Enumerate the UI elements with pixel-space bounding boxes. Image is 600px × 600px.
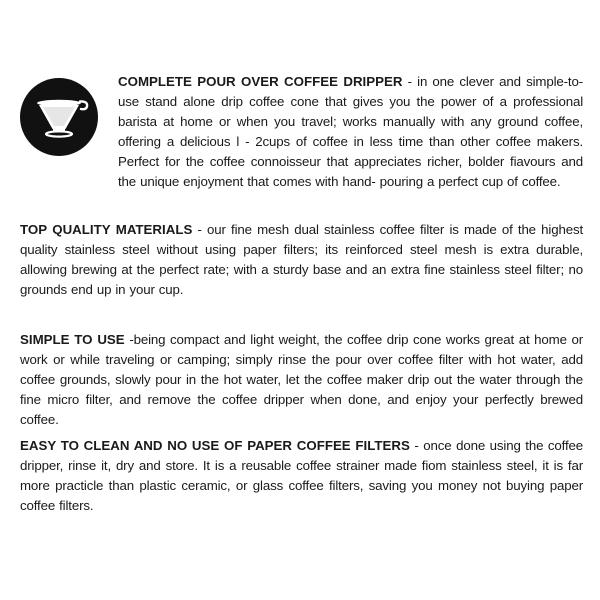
pour-over-dripper-icon <box>20 78 98 156</box>
section-simple-to-use <box>20 330 583 430</box>
section-body: - in one clever and simple-to-use stand alone drip coffee cone that gives you the power of a professional barista at home or when you travel; works manually with any ground coffee, offering a delicious l - 2cups of coffee in less time than other coffee makers. Perfect for the coffee connoisseur that appreciates richer, bolder fiavours and the unique enjoyment that comes with hand- pouring a perfect cup of coffee. <box>118 74 583 189</box>
section-body: -being compact and light weight, the coffee drip cone works great at home or work or while traveling or camping; simply rinse the pour over coffee filter with hot water, add coffee grounds, slowly pour in the hot water, let the coffee maker drip out the water through the fine micro filter, and remove the coffee dripper when done, and enjoy your perfectly brewed coffee. <box>20 332 583 427</box>
section-body: - our fine mesh dual stainless coffee filter is made of the highest quality stainless steel without using paper filters; its reinforced steel mesh is extra durable, allowing brewing at the perfect rate; with a sturdy base and an extra fine stainless steel filter; no grounds end up in your cup. <box>20 222 583 297</box>
section-complete-pour-over <box>118 72 583 192</box>
section-heading: EASY TO CLEAN AND NO USE OF PAPER COFFEE FILTERS <box>20 438 410 453</box>
section-heading: TOP QUALITY MATERIALS <box>20 222 193 237</box>
section-easy-to-clean <box>20 436 583 516</box>
section-heading: SIMPLE TO USE <box>20 332 125 347</box>
section-top-quality-materials <box>20 220 583 300</box>
section-body: - once done using the coffee dripper, rinse it, dry and store. It is a reusable coffee strainer made fiom stainless steel, it is far more practicle than plastic ceramic, or glass coffee filters, saving you money not buying paper coffee filters. <box>20 438 583 513</box>
section-heading: COMPLETE POUR OVER COFFEE DRIPPER <box>118 74 403 89</box>
